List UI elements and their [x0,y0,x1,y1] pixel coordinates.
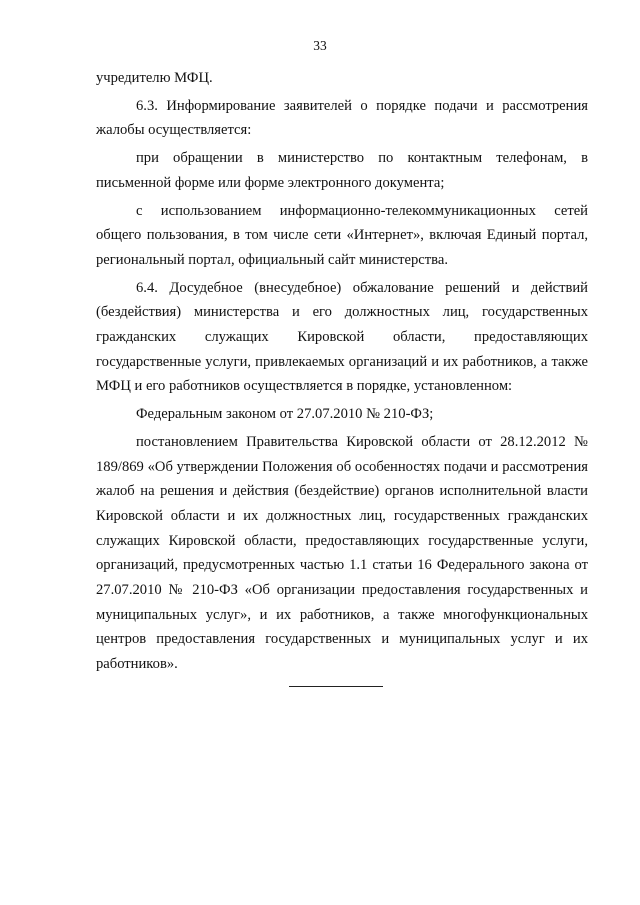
paragraph-contact-phones: при обращении в министерство по контактным телефонам, в письменной форме или форме электронного документа; [96,150,588,191]
paragraph-internet-networks: с использованием информационно-телекоммуникационных сетей общего пользования, в том числе сети «Интернет», включая Единый портал, региональный портал, официальный сайт министерства. [96,202,588,268]
page-number: 33 [313,38,327,53]
paragraph-continuation: учредителю МФЦ. [96,70,213,86]
paragraph-federal-law: Федеральным законом от 27.07.2010 № 210-ФЗ; [136,406,434,423]
end-of-document-line [289,686,383,687]
paragraph-government-decree: постановлением Правительства Кировской области от 28.12.2012 № 189/869 «Об утверждении Положения об особенностях подачи и рассмотрения жалоб на решения и действия (бездействие) органов исполнительной власти Кировской области и их должностных лиц, государственных гражданских служащих Кировской области, предоставляющих государственные услуги, организаций, предусмотренных частью 1.1 статьи 16 Федерального закона от 27.07.2010 № 210-ФЗ «Об организации предоставления государственных и муниципальных услуг», и их работников, а также многофункциональных центров предоставления государственных и муниципальных услуг и их работников». [96,433,588,673]
paragraph-6-4: 6.4. Досудебное (внесудебное) обжалование решений и действий (бездействия) министерства и его должностных лиц, государственных гражданских служащих Кировской области, предоставляющих государственные услуги, привлекаемых организаций и их работников, а также МФЦ и его работников осуществляется в порядке, установленном: [96,279,588,395]
document-body [96,66,588,677]
paragraph-6-3: 6.3. Информирование заявителей о порядке подачи и рассмотрения жалобы осуществляется: [96,97,588,139]
